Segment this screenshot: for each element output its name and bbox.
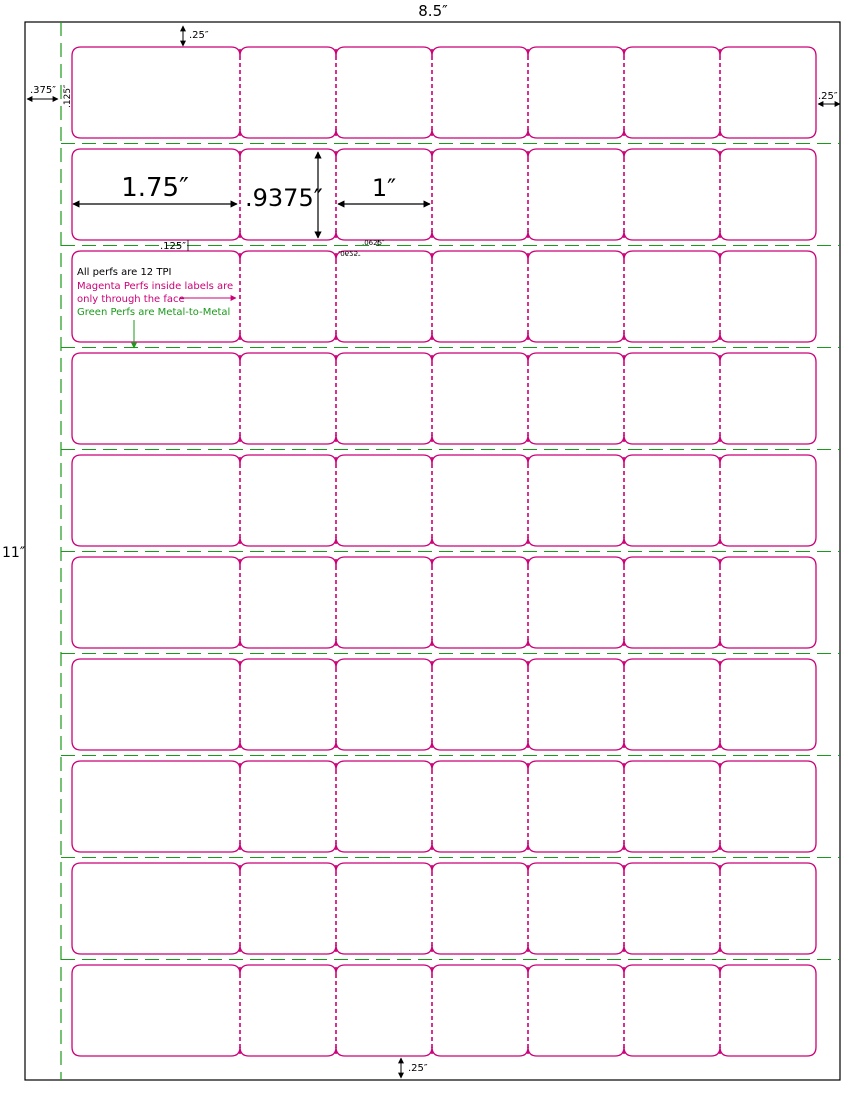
label-narrow bbox=[624, 47, 720, 138]
label-wide bbox=[72, 863, 240, 954]
label-narrow bbox=[624, 251, 720, 342]
label-row bbox=[72, 965, 816, 1056]
left-margin-label: .375″ bbox=[30, 85, 57, 96]
label-narrow bbox=[336, 251, 432, 342]
label-narrow bbox=[240, 863, 336, 954]
bottom-margin-label: .25″ bbox=[408, 1063, 428, 1074]
label-narrow bbox=[240, 47, 336, 138]
label-narrow bbox=[336, 557, 432, 648]
label-narrow bbox=[720, 353, 816, 444]
green-perfs-horizontal bbox=[61, 144, 840, 960]
label-row bbox=[72, 761, 816, 852]
label-narrow bbox=[528, 353, 624, 444]
label-row bbox=[72, 659, 816, 750]
label-narrow bbox=[336, 455, 432, 546]
label-narrow bbox=[624, 761, 720, 852]
inner-offset-label: .125″ bbox=[63, 84, 73, 108]
sheet-width-label: 8.5″ bbox=[418, 2, 448, 20]
label-narrow bbox=[528, 455, 624, 546]
label-narrow bbox=[528, 251, 624, 342]
label-narrow bbox=[720, 659, 816, 750]
label-height-label: .9375″ bbox=[245, 184, 323, 212]
label-narrow bbox=[336, 47, 432, 138]
label-narrow bbox=[528, 863, 624, 954]
small-gap-label-a: .0625″ bbox=[338, 249, 361, 257]
label-row bbox=[72, 353, 816, 444]
row-gap-label: .125″ bbox=[160, 241, 187, 252]
label-wide bbox=[72, 455, 240, 546]
label-narrow bbox=[528, 761, 624, 852]
label-narrow bbox=[336, 761, 432, 852]
label-narrow bbox=[432, 149, 528, 240]
label-narrow bbox=[720, 761, 816, 852]
label-narrow bbox=[240, 965, 336, 1056]
top-margin-label: .25″ bbox=[189, 30, 209, 41]
label-wide bbox=[72, 965, 240, 1056]
label-wide bbox=[72, 761, 240, 852]
label-narrow bbox=[624, 455, 720, 546]
label-row bbox=[72, 863, 816, 954]
note-magenta-1: Magenta Perfs inside labels are bbox=[77, 281, 234, 292]
label-narrow bbox=[720, 965, 816, 1056]
sheet-height-label: 11″ bbox=[2, 545, 26, 561]
label-narrow bbox=[624, 149, 720, 240]
label-narrow bbox=[432, 47, 528, 138]
label-narrow bbox=[624, 557, 720, 648]
label-wide bbox=[72, 557, 240, 648]
label-narrow bbox=[624, 353, 720, 444]
wide-width-label: 1.75″ bbox=[121, 173, 189, 203]
label-narrow bbox=[432, 557, 528, 648]
right-margin-label: .25″ bbox=[818, 91, 838, 102]
label-narrow bbox=[336, 659, 432, 750]
label-narrow bbox=[432, 659, 528, 750]
label-narrow bbox=[624, 863, 720, 954]
label-narrow bbox=[240, 659, 336, 750]
label-wide bbox=[72, 353, 240, 444]
label-narrow bbox=[432, 455, 528, 546]
label-narrow bbox=[720, 251, 816, 342]
label-narrow bbox=[528, 557, 624, 648]
label-narrow bbox=[624, 659, 720, 750]
label-narrow bbox=[432, 965, 528, 1056]
label-narrow bbox=[720, 863, 816, 954]
label-narrow bbox=[240, 455, 336, 546]
label-narrow bbox=[432, 863, 528, 954]
note-tpi: All perfs are 12 TPI bbox=[77, 267, 172, 278]
label-narrow bbox=[240, 251, 336, 342]
small-gap-label-b: .0625″ bbox=[362, 239, 385, 247]
label-narrow bbox=[528, 47, 624, 138]
label-wide bbox=[72, 659, 240, 750]
label-narrow bbox=[240, 761, 336, 852]
label-narrow bbox=[624, 965, 720, 1056]
label-narrow bbox=[720, 47, 816, 138]
label-row bbox=[72, 557, 816, 648]
label-narrow bbox=[528, 659, 624, 750]
label-narrow bbox=[336, 965, 432, 1056]
label-narrow bbox=[336, 863, 432, 954]
label-narrow bbox=[528, 149, 624, 240]
label-narrow bbox=[240, 353, 336, 444]
label-narrow bbox=[432, 761, 528, 852]
label-narrow bbox=[432, 251, 528, 342]
note-green: Green Perfs are Metal-to-Metal bbox=[77, 307, 231, 318]
label-narrow bbox=[720, 557, 816, 648]
label-row bbox=[72, 47, 816, 138]
label-wide bbox=[72, 47, 240, 138]
label-narrow bbox=[720, 149, 816, 240]
label-narrow bbox=[720, 455, 816, 546]
label-row bbox=[72, 455, 816, 546]
label-narrow bbox=[528, 965, 624, 1056]
label-narrow bbox=[240, 557, 336, 648]
label-narrow bbox=[336, 353, 432, 444]
note-magenta-2: only through the face bbox=[77, 294, 185, 305]
label-narrow bbox=[432, 353, 528, 444]
narrow-width-label: 1″ bbox=[371, 174, 397, 202]
